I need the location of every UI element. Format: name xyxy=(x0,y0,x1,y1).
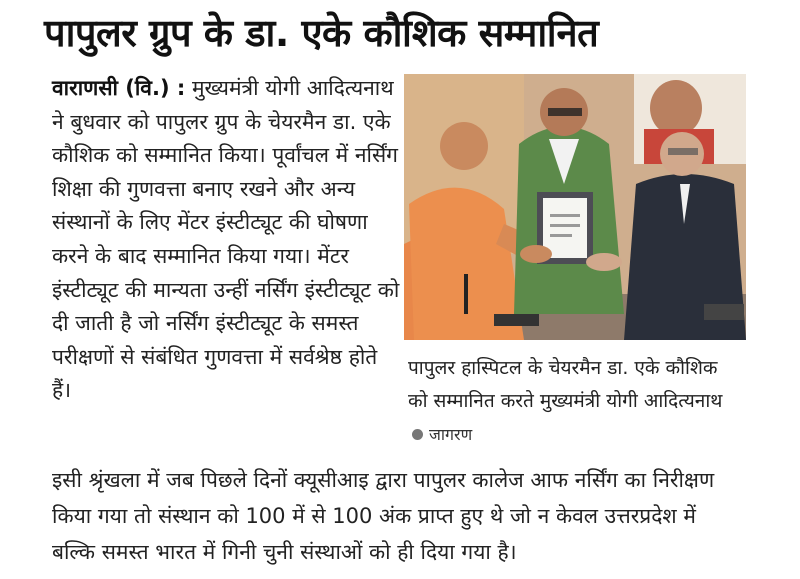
news-photo xyxy=(404,74,746,340)
article-paragraph-full: इसी श्रृंखला में जब पिछले दिनों क्यूसीआइ द्वारा पापुलर कालेज आफ नर्सिंग का निरीक्षण किया गया तो संस्थान को 100 में से 100 अंक प्राप्त हुए थे जो न केवल उत्तरप्रदेश में बल्कि समस्त भारत में गिनी चुनी संस्थाओं को ही दिया गया है। xyxy=(52,468,715,564)
caption-text: पापुलर हास्पिटल के चेयरमैन डा. एके कौशिक को सम्मानित करते मुख्यमंत्री योगी आदित्यनाथ xyxy=(408,357,723,412)
article-body-full xyxy=(52,462,742,570)
photo-caption xyxy=(408,352,738,451)
article-paragraph xyxy=(52,72,402,408)
photo-illustration xyxy=(404,74,746,340)
dateline: वाराणसी (वि.) : xyxy=(52,76,186,100)
bullet-dot-icon xyxy=(412,429,423,440)
article-body-column xyxy=(52,72,402,408)
photo-credit: जागरण xyxy=(429,425,473,444)
headline: पापुलर ग्रुप के डा. एके कौशिक सम्मानित xyxy=(44,11,599,55)
body-column-text: मुख्यमंत्री योगी आदित्यनाथ ने बुधवार को पापुलर ग्रुप के चेयरमैन डा. एके कौशिक को सम्मानित किया। पूर्वांचल में नर्सिंग शिक्षा की गुणवत्ता बनाए रखने और अन्य संस्थानों के लिए मेंटर इंस्टीट्यूट की घोषणा करने के बाद सम्मानित किया गया। मेंटर इंस्टीट्यूट की मान्यता उन्हीं नर्सिंग इंस्टीट्यूट को दी जाती है जो नर्सिंग इंस्टीट्यूट के समस्त परीक्षणों से संबंधित गुणवत्ता में सर्वश्रेष्ठ होते हैं। xyxy=(52,76,400,403)
